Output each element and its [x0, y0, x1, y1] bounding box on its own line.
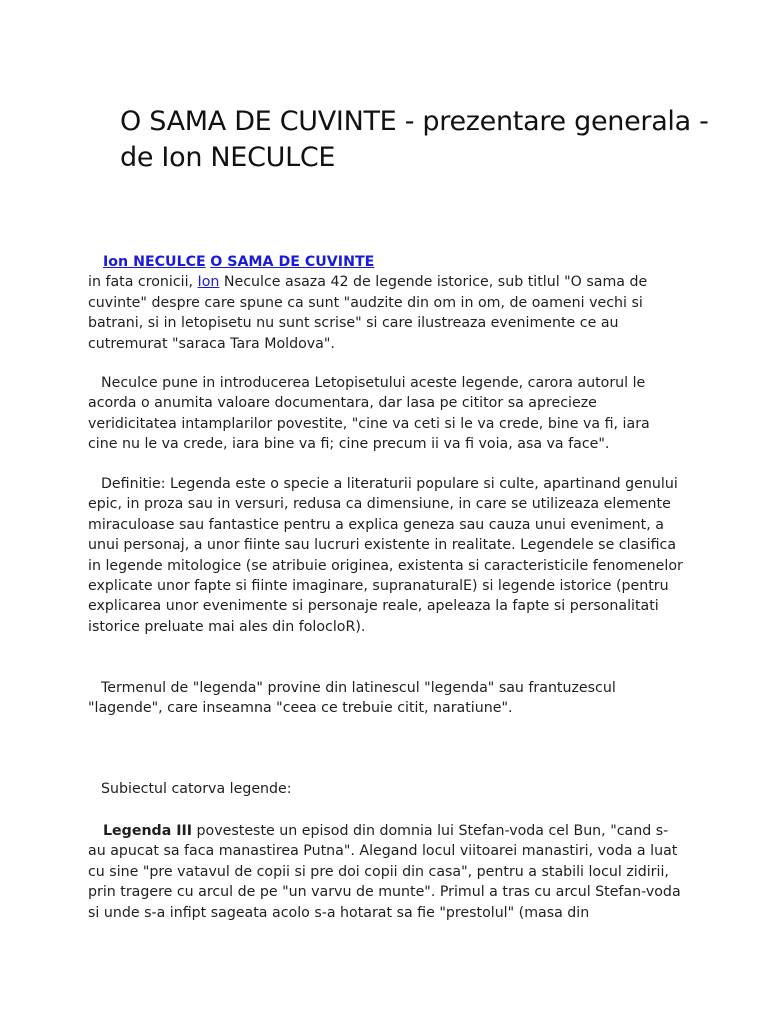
section-subheading [88, 779, 683, 799]
intro-text-rest: Neculce asaza 42 de legende istorice, sub titlul "O sama de cuvinte" despre care spune ca sunt "audzite din om in om, de oameni vechi si batrani, si in letopisetu nu sunt scrise" si care ilustreaza evenimente ce au cutremurat "saraca Tara Moldova". [88, 274, 648, 352]
subheading-text: Subiectul catorva legende: [101, 781, 292, 797]
page-title: O SAMA DE CUVINTE - prezentare generala - de Ion NECULCE [120, 106, 709, 173]
intro-text-start: in fata cronicii, [88, 274, 198, 291]
paragraph-introduction-text: Neculce pune in introducerea Letopisetului aceste legende, carora autorul le acorda o anumita valoare documentara, dar lasa pe cititor sa aprecieze veridicitatea intamplarilor povestite, "cine va ceti si le va crede, bine va fi, iara cine nu le va crede, iara bine va fi; cine precum ii va fi voia, asa va face". [88, 375, 650, 453]
work-title-link[interactable]: O SAMA DE CUVINTE [210, 254, 375, 270]
intro-paragraph [88, 252, 683, 354]
paragraph-definition [88, 474, 683, 637]
paragraph-introduction [88, 373, 683, 455]
legend-label: Legenda III [103, 823, 193, 839]
paragraph-definition-text: Definitie: Legenda este o specie a literaturii populare si culte, apartinand genului epic, in proza sau in versuri, redusa ca dimensiune, in care se utilizeaza elemente miraculoase sau fantastice pentru a explica geneza sau cauza unui eveniment, a unui personaj, a unor fiinte sau lucruri existente in realitate. Legendele se clasifica in legende mitologice (se atribuie originea, existenta si caracteristicile fenomenelor explicate unor fapte si fiinte imaginare, supranaturalE) si legende istorice (pentru explicarea unor evenimente si personaje reale, apeleaza la fapte si personalitati istorice preluate mai ales din folocloR). [88, 476, 683, 635]
paragraph-legend-3 [88, 821, 683, 923]
paragraph-etymology [88, 678, 683, 719]
ion-link[interactable]: Ion [197, 274, 220, 291]
paragraph-etymology-text: Termenul de "legenda" provine din latinescul "legenda" sau frantuzescul "lagende", care inseamna "ceea ce trebuie citit, naratiune". [88, 680, 616, 717]
author-link[interactable]: Ion NECULCE [103, 254, 206, 270]
legend-text: povesteste un episod din domnia lui Stefan-voda cel Bun, "cand s-au apucat sa faca manastirea Putna". Alegand locul viitoarei manastiri, voda a luat cu sine "pre vatavul de copii si pre doi copii din casa", pentru a stabili locul zidirii, prin tragere cu arcul de pe "un varvu de munte". Primul a tras cu arcul Stefan-voda si unde s-a infipt sageata acolo s-a hotarat sa fie "prestolul" (masa din [88, 823, 681, 921]
